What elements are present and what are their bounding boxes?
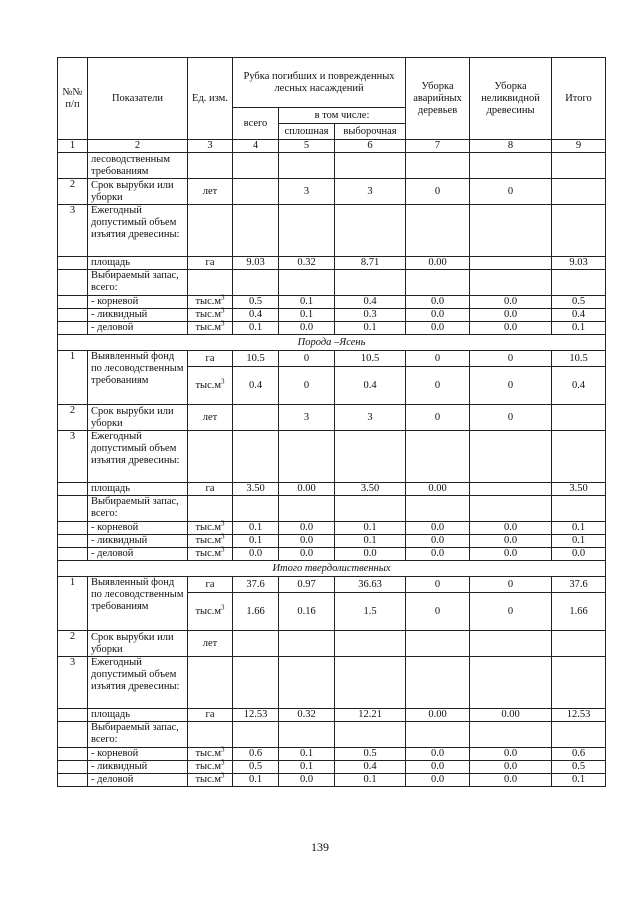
- colnum: 7: [406, 140, 470, 153]
- header-indicators: Показатели: [88, 58, 188, 140]
- table-cell: 3.50: [552, 483, 606, 496]
- colnum: 1: [58, 140, 88, 153]
- table-cell: [58, 257, 88, 270]
- indicator-label: лесоводственным требованиям: [88, 153, 188, 179]
- row-num: 3: [58, 431, 88, 483]
- table-cell: [552, 205, 606, 257]
- section-title-row: [58, 335, 606, 351]
- indicator-label: - ликвидный: [88, 535, 188, 548]
- table-cell: 0.0: [406, 761, 470, 774]
- indicator-label: Срок вырубки или уборки: [88, 179, 188, 205]
- table-cell: [335, 722, 406, 748]
- table-cell: [279, 270, 335, 296]
- table-cell: [188, 270, 233, 296]
- header-illiquid: Уборка неликвидной древесины: [470, 58, 552, 140]
- indicator-label: - корневой: [88, 296, 188, 309]
- table-cell: [58, 496, 88, 522]
- table-cell: [233, 179, 279, 205]
- table-row: [58, 722, 606, 748]
- indicator-label: Ежегодный допустимый объем изъятия древесины:: [88, 205, 188, 257]
- table-row: [58, 761, 606, 774]
- table-cell: 1.66: [233, 593, 279, 631]
- table-cell: [335, 631, 406, 657]
- table-cell: 0.1: [335, 535, 406, 548]
- table-cell: 0.1: [279, 309, 335, 322]
- indicator-label: площадь: [88, 709, 188, 722]
- section-2: [58, 335, 606, 561]
- table-cell: 0.0: [470, 761, 552, 774]
- table-cell: 0.5: [335, 748, 406, 761]
- table-cell: [470, 483, 552, 496]
- table-cell: 8.71: [335, 257, 406, 270]
- table-cell: [233, 405, 279, 431]
- table-cell: [335, 431, 406, 483]
- table-row: [58, 496, 606, 522]
- table-cell: 0.1: [335, 774, 406, 787]
- table-cell: [233, 722, 279, 748]
- table-cell: 0.4: [233, 367, 279, 405]
- table-cell: [233, 270, 279, 296]
- table-cell: 0.0: [470, 322, 552, 335]
- unit-cell: га: [188, 351, 233, 367]
- unit-cell: $тыс.м^3$: [188, 296, 233, 309]
- table-cell: [233, 205, 279, 257]
- header-itogo: Итого: [552, 58, 606, 140]
- colnum: 6: [335, 140, 406, 153]
- table-cell: 0.1: [233, 535, 279, 548]
- table-cell: 0.0: [279, 522, 335, 535]
- indicator-label: - деловой: [88, 322, 188, 335]
- table-cell: 0.00: [406, 257, 470, 270]
- table-cell: 0.1: [552, 774, 606, 787]
- table-cell: [188, 657, 233, 709]
- table-cell: 0.0: [406, 748, 470, 761]
- table-cell: 0.0: [470, 309, 552, 322]
- indicator-label: Выявленный фонд по лесоводственным требованиям: [88, 577, 188, 631]
- table-cell: [470, 431, 552, 483]
- table-cell: 1.5: [335, 593, 406, 631]
- table-row: [58, 309, 606, 322]
- table-cell: [552, 405, 606, 431]
- table-cell: [552, 722, 606, 748]
- table-cell: [406, 631, 470, 657]
- unit-cell: $тыс.м^3$: [188, 761, 233, 774]
- table-cell: [470, 657, 552, 709]
- table-cell: [58, 709, 88, 722]
- table-cell: 0: [470, 179, 552, 205]
- table-cell: 0: [406, 179, 470, 205]
- header-unit: Ед. изм.: [188, 58, 233, 140]
- table-cell: [58, 548, 88, 561]
- table-cell: 0.0: [279, 774, 335, 787]
- unit-cell: $тыс.м^3$: [188, 309, 233, 322]
- table-cell: [552, 431, 606, 483]
- table-cell: [335, 657, 406, 709]
- table-cell: 0.1: [233, 522, 279, 535]
- column-numbers-row: [58, 140, 606, 153]
- table-cell: 0.0: [279, 535, 335, 548]
- table-cell: [188, 205, 233, 257]
- colnum: 9: [552, 140, 606, 153]
- table-cell: 0.3: [335, 309, 406, 322]
- table-cell: 0.1: [233, 774, 279, 787]
- indicator-label: Выявленный фонд по лесоводственным требованиям: [88, 351, 188, 405]
- table-cell: [188, 496, 233, 522]
- table-row: [58, 405, 606, 431]
- table-cell: [58, 722, 88, 748]
- indicator-label: - деловой: [88, 774, 188, 787]
- unit-cell: га: [188, 257, 233, 270]
- colnum: 8: [470, 140, 552, 153]
- table-cell: 0.0: [470, 535, 552, 548]
- table-cell: 0.0: [279, 322, 335, 335]
- table-row: [58, 153, 606, 179]
- table-cell: [279, 722, 335, 748]
- table-cell: 0: [470, 405, 552, 431]
- table-row: [58, 483, 606, 496]
- table-row: [58, 351, 606, 367]
- table-cell: 0.5: [233, 296, 279, 309]
- table-cell: 12.53: [552, 709, 606, 722]
- table-cell: [406, 657, 470, 709]
- table-cell: 0.4: [552, 309, 606, 322]
- table-cell: 0.97: [279, 577, 335, 593]
- table-cell: [335, 270, 406, 296]
- header-incl: в том числе:: [279, 108, 406, 124]
- table-header: [58, 58, 606, 153]
- table-cell: 37.6: [552, 577, 606, 593]
- table-row: [58, 431, 606, 483]
- table-cell: 0: [406, 577, 470, 593]
- colnum: 2: [88, 140, 188, 153]
- table-cell: 3: [335, 405, 406, 431]
- table-cell: 0: [470, 593, 552, 631]
- colnum: 4: [233, 140, 279, 153]
- section-title: Порода –Ясень: [58, 335, 606, 351]
- unit-cell: лет: [188, 631, 233, 657]
- header-felling: Рубка погибших и поврежденных лесных насаждений: [233, 58, 406, 108]
- table-cell: [58, 153, 88, 179]
- section-title-row: [58, 561, 606, 577]
- table-cell: [279, 205, 335, 257]
- table-row: [58, 748, 606, 761]
- page-number: 139: [311, 840, 329, 854]
- table-cell: 10.5: [233, 351, 279, 367]
- table-cell: 0.5: [233, 761, 279, 774]
- table-cell: 0: [279, 351, 335, 367]
- table-cell: 3: [279, 405, 335, 431]
- table-row: [58, 296, 606, 309]
- table-cell: 36.63: [335, 577, 406, 593]
- table-cell: [188, 153, 233, 179]
- unit-cell: лет: [188, 405, 233, 431]
- table-cell: [470, 631, 552, 657]
- table-cell: 0.0: [406, 309, 470, 322]
- table-cell: [335, 496, 406, 522]
- table-cell: 0.4: [233, 309, 279, 322]
- table-cell: [470, 205, 552, 257]
- row-num: 2: [58, 405, 88, 431]
- header-num: №№ п/п: [58, 58, 88, 140]
- table-cell: 3: [335, 179, 406, 205]
- unit-cell: $тыс.м^3$: [188, 593, 233, 631]
- table-cell: 0.0: [406, 522, 470, 535]
- table-row: [58, 657, 606, 709]
- indicator-label: - корневой: [88, 522, 188, 535]
- unit-cell: $тыс.м^3$: [188, 367, 233, 405]
- table-cell: [335, 205, 406, 257]
- table-cell: [58, 522, 88, 535]
- indicator-label: Срок вырубки или уборки: [88, 631, 188, 657]
- indicator-label: Выбираемый запас, всего:: [88, 722, 188, 748]
- header-selective: выборочная: [335, 124, 406, 140]
- table-cell: 0.00: [406, 483, 470, 496]
- table-cell: [58, 748, 88, 761]
- table-cell: 0.0: [470, 548, 552, 561]
- table-cell: 0.1: [552, 522, 606, 535]
- table-cell: 0.1: [279, 296, 335, 309]
- indicator-label: Ежегодный допустимый объем изъятия древесины:: [88, 657, 188, 709]
- table-cell: 12.53: [233, 709, 279, 722]
- table-cell: [470, 153, 552, 179]
- table-cell: [552, 496, 606, 522]
- table-row: [58, 522, 606, 535]
- table-cell: 0.0: [552, 548, 606, 561]
- table-row: [58, 535, 606, 548]
- table-cell: [233, 631, 279, 657]
- table-row: [58, 631, 606, 657]
- table-cell: [58, 535, 88, 548]
- table-cell: [58, 296, 88, 309]
- table-cell: [58, 270, 88, 296]
- table-cell: 0.0: [279, 548, 335, 561]
- table-cell: [406, 205, 470, 257]
- unit-cell: га: [188, 483, 233, 496]
- table-cell: 0: [279, 367, 335, 405]
- table-cell: [552, 153, 606, 179]
- table-cell: 0.32: [279, 257, 335, 270]
- table-row: [58, 270, 606, 296]
- table-cell: 0.4: [335, 367, 406, 405]
- row-num: 3: [58, 205, 88, 257]
- table-cell: [58, 322, 88, 335]
- table-cell: [406, 153, 470, 179]
- table-cell: 0.32: [279, 709, 335, 722]
- table-cell: 0.00: [279, 483, 335, 496]
- table-cell: [552, 657, 606, 709]
- table-cell: [279, 431, 335, 483]
- table-cell: 0.00: [406, 709, 470, 722]
- table-cell: 0.5: [552, 296, 606, 309]
- table-cell: [58, 774, 88, 787]
- section-1: [58, 153, 606, 335]
- table-cell: [58, 483, 88, 496]
- table-cell: [470, 257, 552, 270]
- table-cell: 0: [406, 593, 470, 631]
- indicator-label: - корневой: [88, 748, 188, 761]
- unit-cell: лет: [188, 179, 233, 205]
- indicator-label: - ликвидный: [88, 761, 188, 774]
- table-cell: 37.6: [233, 577, 279, 593]
- table-cell: [406, 270, 470, 296]
- table-cell: 0.0: [470, 774, 552, 787]
- row-num: 2: [58, 179, 88, 205]
- table-cell: 0.1: [335, 322, 406, 335]
- indicator-label: площадь: [88, 257, 188, 270]
- colnum: 3: [188, 140, 233, 153]
- unit-cell: га: [188, 577, 233, 593]
- table-cell: [233, 496, 279, 522]
- forest-felling-table: [57, 57, 606, 787]
- table-cell: 0: [406, 351, 470, 367]
- table-cell: 3.50: [233, 483, 279, 496]
- table-cell: [279, 631, 335, 657]
- unit-cell: $тыс.м^3$: [188, 548, 233, 561]
- unit-cell: $тыс.м^3$: [188, 748, 233, 761]
- table-cell: [470, 270, 552, 296]
- table-row: [58, 709, 606, 722]
- table-cell: [552, 270, 606, 296]
- table-cell: [335, 153, 406, 179]
- table-cell: 0.1: [552, 322, 606, 335]
- section-3: [58, 561, 606, 787]
- table-cell: 0.0: [406, 774, 470, 787]
- table-cell: 0.5: [552, 761, 606, 774]
- table-row: [58, 322, 606, 335]
- indicator-label: Выбираемый запас, всего:: [88, 496, 188, 522]
- table-cell: 0.0: [406, 296, 470, 309]
- table-cell: [406, 496, 470, 522]
- header-total-sub: всего: [233, 108, 279, 140]
- table-cell: [233, 153, 279, 179]
- table-cell: [58, 761, 88, 774]
- table-cell: [279, 657, 335, 709]
- table-cell: 0.0: [406, 548, 470, 561]
- table-cell: [552, 631, 606, 657]
- row-num: 1: [58, 577, 88, 631]
- table-row: [58, 774, 606, 787]
- table-cell: 0: [470, 577, 552, 593]
- table-cell: 0.0: [406, 535, 470, 548]
- table-cell: 0.0: [233, 548, 279, 561]
- header-clear: сплошная: [279, 124, 335, 140]
- table-cell: 12.21: [335, 709, 406, 722]
- table-cell: 0.0: [335, 548, 406, 561]
- table-cell: [188, 722, 233, 748]
- unit-cell: $тыс.м^3$: [188, 535, 233, 548]
- table-cell: 10.5: [335, 351, 406, 367]
- table-row: [58, 577, 606, 593]
- indicator-label: Ежегодный допустимый объем изъятия древесины:: [88, 431, 188, 483]
- colnum: 5: [279, 140, 335, 153]
- indicator-label: Выбираемый запас, всего:: [88, 270, 188, 296]
- table-cell: [406, 431, 470, 483]
- table-cell: 0.00: [470, 709, 552, 722]
- table-cell: 0.1: [335, 522, 406, 535]
- table-cell: 0.1: [279, 761, 335, 774]
- indicator-label: площадь: [88, 483, 188, 496]
- indicator-label: Срок вырубки или уборки: [88, 405, 188, 431]
- table-cell: [406, 722, 470, 748]
- table-cell: [233, 657, 279, 709]
- table-cell: 0.4: [335, 296, 406, 309]
- unit-cell: га: [188, 709, 233, 722]
- table-cell: 0.6: [552, 748, 606, 761]
- row-num: 1: [58, 351, 88, 405]
- table-cell: 0.4: [335, 761, 406, 774]
- table-cell: 9.03: [552, 257, 606, 270]
- table-cell: 0.16: [279, 593, 335, 631]
- table-cell: [552, 179, 606, 205]
- indicator-label: - деловой: [88, 548, 188, 561]
- table-cell: 0: [406, 405, 470, 431]
- table-cell: 0.0: [470, 522, 552, 535]
- unit-cell: $тыс.м^3$: [188, 774, 233, 787]
- unit-cell: $тыс.м^3$: [188, 522, 233, 535]
- row-num: 2: [58, 631, 88, 657]
- table-cell: 3.50: [335, 483, 406, 496]
- table-cell: 0.1: [233, 322, 279, 335]
- table-cell: 1.66: [552, 593, 606, 631]
- table-cell: [188, 431, 233, 483]
- table-cell: [470, 722, 552, 748]
- table-cell: [470, 496, 552, 522]
- table-cell: 0: [470, 351, 552, 367]
- table-cell: 0.1: [279, 748, 335, 761]
- table-cell: [279, 153, 335, 179]
- table-cell: 0: [406, 367, 470, 405]
- section-title: Итого твердолиственных: [58, 561, 606, 577]
- header-emergency: Уборка аварийных деревьев: [406, 58, 470, 140]
- row-num: 3: [58, 657, 88, 709]
- table-cell: [58, 309, 88, 322]
- table-cell: 0.0: [470, 296, 552, 309]
- table-cell: 0.4: [552, 367, 606, 405]
- table-row: [58, 205, 606, 257]
- table-cell: 0.0: [470, 748, 552, 761]
- table-cell: 0.1: [552, 535, 606, 548]
- table-cell: [279, 496, 335, 522]
- table-cell: [233, 431, 279, 483]
- table-cell: 0.6: [233, 748, 279, 761]
- table-cell: 0.0: [406, 322, 470, 335]
- table-row: [58, 257, 606, 270]
- indicator-label: - ликвидный: [88, 309, 188, 322]
- table-cell: 3: [279, 179, 335, 205]
- table-cell: 9.03: [233, 257, 279, 270]
- table-cell: 10.5: [552, 351, 606, 367]
- unit-cell: $тыс.м^3$: [188, 322, 233, 335]
- table-row: [58, 179, 606, 205]
- table-cell: 0: [470, 367, 552, 405]
- table-row: [58, 548, 606, 561]
